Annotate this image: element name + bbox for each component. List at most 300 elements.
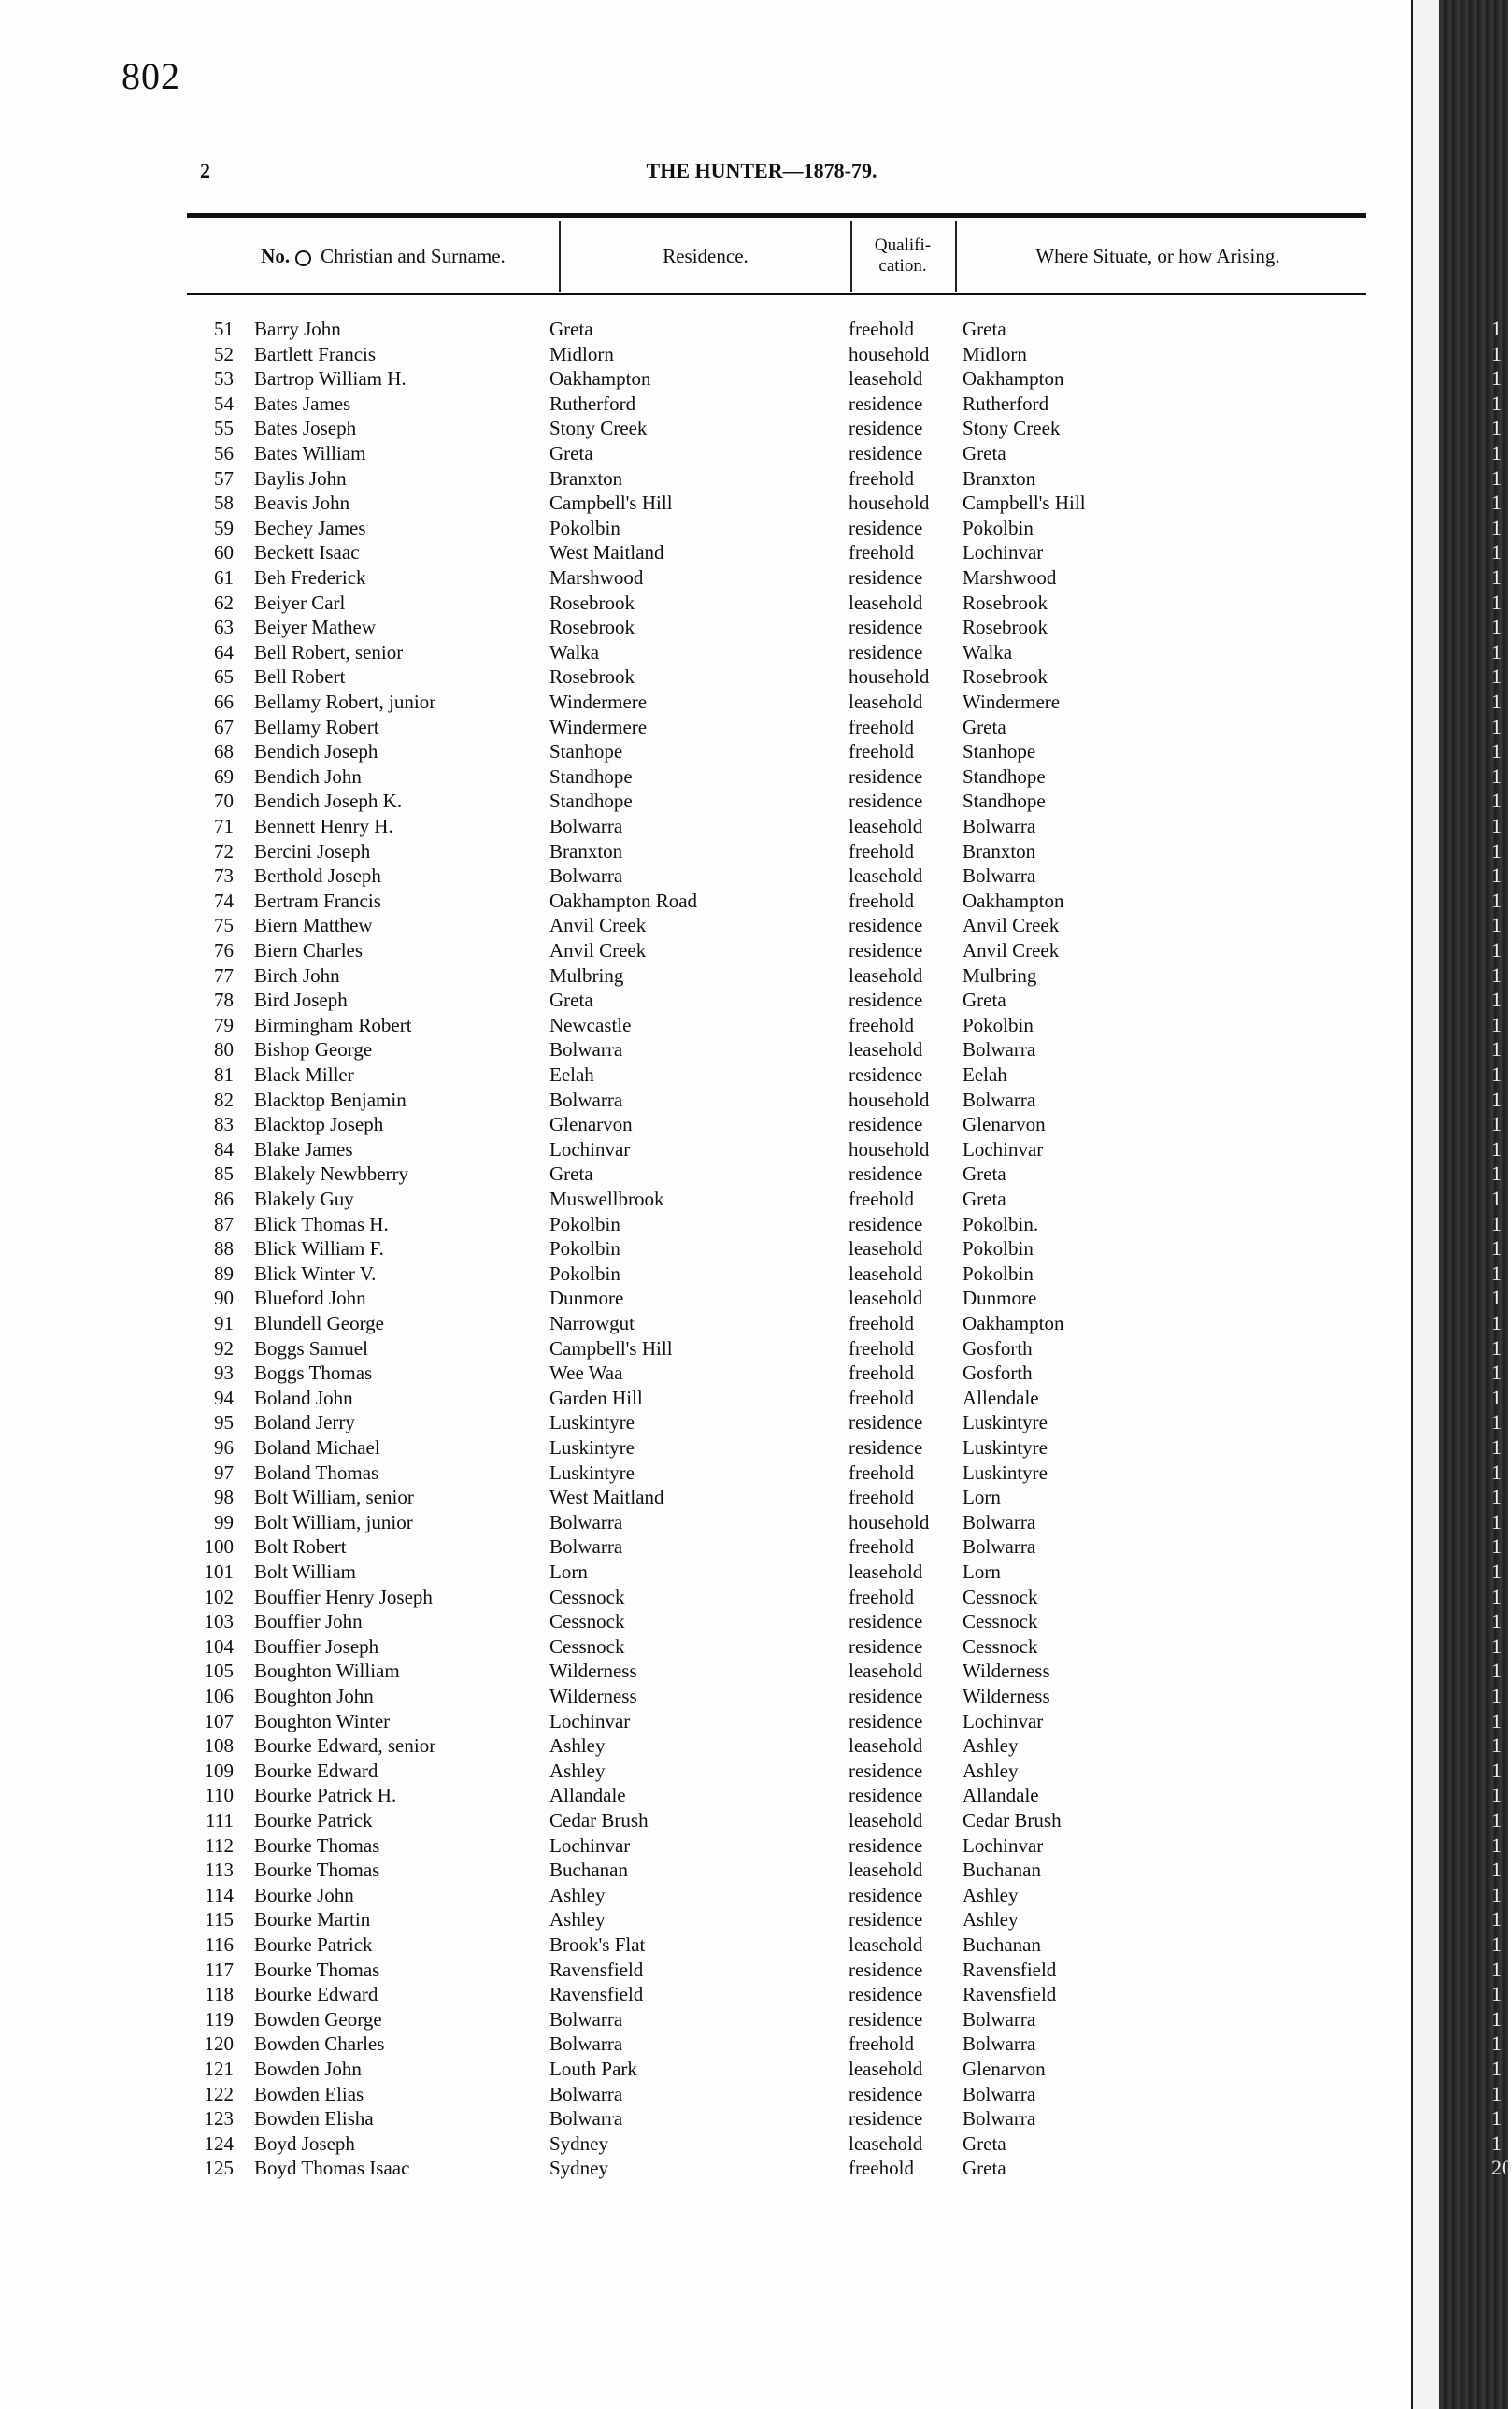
entry-name: Bowden Charles	[254, 2032, 385, 2056]
adjacent-page-digit: 1	[1491, 1211, 1502, 1235]
table-row	[0, 1461, 1402, 1485]
entry-qualification: residence	[849, 1958, 923, 1981]
table-row	[0, 1982, 1402, 2006]
entry-where-situate: Mulbring	[963, 963, 1037, 987]
adjacent-page-digit: 1	[1491, 690, 1502, 713]
entry-name: Baylis John	[254, 466, 347, 490]
header-rule-top	[187, 213, 1366, 218]
table-row	[0, 1858, 1402, 1882]
table-row	[0, 1212, 1402, 1236]
header-qualification	[852, 222, 953, 290]
header-residence: Residence.	[663, 245, 749, 267]
entry-where-situate: Buchanan	[963, 1933, 1041, 1956]
entry-where-situate: Marshwood	[963, 566, 1057, 589]
entry-number: 111	[206, 1809, 234, 1832]
entry-qualification: household	[849, 1510, 930, 1533]
entry-where-situate: Bolwarra	[963, 815, 1036, 837]
entry-residence: Windermere	[549, 691, 648, 713]
entry-number: 98	[214, 1486, 234, 1509]
entry-name: Beiyer Carl	[254, 591, 346, 614]
entry-residence: Lochinvar	[549, 1137, 631, 1161]
entry-qualification: leasehold	[849, 815, 923, 837]
entry-number: 65	[214, 665, 234, 689]
entry-where-situate: Branxton	[963, 839, 1036, 862]
entry-residence: Campbell's Hill	[549, 492, 673, 515]
entry-where-situate: Pokolbin	[963, 1237, 1034, 1261]
entry-residence: Rosebrook	[549, 616, 635, 639]
entry-qualification: freehold	[849, 2032, 914, 2056]
entry-where-situate: Ashley	[963, 1759, 1019, 1782]
entry-where-situate: Bolwarra	[963, 1038, 1036, 1062]
adjacent-page-digit: 1	[1491, 2106, 1502, 2131]
entry-name: Bouffier Henry Joseph	[254, 1585, 433, 1608]
table-row	[0, 913, 1402, 937]
entry-number: 101	[204, 1561, 234, 1583]
entry-qualification: residence	[849, 1759, 923, 1782]
entry-qualification: household	[849, 1137, 930, 1161]
entry-number: 70	[214, 790, 234, 813]
entry-number: 66	[214, 691, 234, 713]
entry-number: 109	[204, 1759, 234, 1782]
entry-name: Bolt Robert	[254, 1535, 347, 1559]
entry-number: 95	[214, 1411, 234, 1434]
entry-name: Bellamy Robert	[254, 715, 379, 738]
table-row	[0, 1485, 1402, 1509]
entry-number: 97	[214, 1461, 234, 1484]
entry-name: Blick Winter V.	[254, 1262, 377, 1285]
table-row	[0, 1510, 1402, 1534]
entry-qualification: residence	[849, 790, 923, 813]
entry-where-situate: Standhope	[963, 764, 1046, 788]
entry-where-situate: Dunmore	[963, 1287, 1037, 1310]
table-row	[0, 1311, 1402, 1335]
entry-number: 62	[214, 591, 234, 614]
header-qualification-text: Qualifi-cation.	[874, 235, 932, 276]
adjacent-page-digit: 1	[1491, 1012, 1502, 1036]
adjacent-page-digit: 1	[1491, 913, 1502, 937]
entry-name: Blakely Newbberry	[254, 1162, 409, 1186]
adjacent-page-digit: 1	[1491, 1286, 1502, 1310]
table-row	[0, 491, 1402, 515]
adjacent-page-digit: 1	[1491, 1584, 1502, 1608]
table-row	[0, 2106, 1402, 2131]
entry-where-situate: Oakhampton	[963, 367, 1064, 391]
entry-name: Boughton William	[254, 1660, 400, 1683]
table-row	[0, 540, 1402, 564]
entry-name: Barry John	[254, 318, 341, 340]
entry-number: 54	[214, 392, 234, 415]
entry-number: 56	[214, 442, 234, 464]
entry-name: Bechey James	[254, 516, 366, 539]
entry-residence: Greta	[549, 318, 593, 340]
entry-where-situate: Glenarvon	[963, 2058, 1046, 2080]
entry-name: Bourke John	[254, 1883, 354, 1906]
entry-residence: Bolwarra	[549, 1088, 623, 1111]
entry-qualification: residence	[849, 1610, 923, 1633]
entry-qualification: residence	[849, 989, 923, 1012]
entry-residence: Pokolbin	[549, 516, 620, 539]
entry-residence: Buchanan	[549, 1859, 628, 1882]
entry-number: 53	[214, 367, 234, 391]
entry-qualification: freehold	[849, 541, 914, 564]
table-row	[0, 516, 1402, 540]
entry-name: Bourke Martin	[254, 1908, 371, 1931]
entry-where-situate: Greta	[963, 1162, 1006, 1186]
entry-where-situate: Cessnock	[963, 1610, 1038, 1633]
entry-number: 71	[214, 815, 234, 837]
entry-name: Beh Frederick	[254, 566, 366, 589]
entry-where-situate: Lochinvar	[963, 1137, 1044, 1161]
table-row	[0, 1907, 1402, 1931]
entry-number: 83	[214, 1113, 234, 1136]
entry-residence: Bolwarra	[549, 2082, 623, 2105]
table-row	[0, 739, 1402, 763]
entry-where-situate: Allandale	[963, 1784, 1039, 1807]
entry-number: 115	[205, 1908, 234, 1931]
entry-qualification: leasehold	[849, 1660, 923, 1683]
entry-number: 59	[214, 516, 234, 539]
adjacent-page-digit: 1	[1491, 1684, 1502, 1707]
adjacent-page-digit: 1	[1491, 366, 1502, 391]
table-row	[0, 938, 1402, 962]
adjacent-page-digit: 1	[1491, 789, 1502, 813]
entry-name: Bouffier Joseph	[254, 1634, 379, 1658]
table-row	[0, 1386, 1402, 1410]
entry-name: Bourke Thomas	[254, 1958, 380, 1981]
entry-qualification: leasehold	[849, 2058, 923, 2080]
table-row	[0, 988, 1402, 1012]
table-row	[0, 1286, 1402, 1310]
adjacent-page-digit: 1	[1491, 1037, 1502, 1062]
entry-qualification: residence	[849, 939, 923, 962]
entry-qualification: residence	[849, 417, 923, 440]
adjacent-page-digit: 1	[1491, 416, 1502, 440]
entry-name: Boughton John	[254, 1685, 374, 1707]
entry-qualification: leasehold	[849, 691, 923, 713]
entry-qualification: residence	[849, 516, 923, 539]
entry-qualification: residence	[849, 1162, 923, 1186]
adjacent-page-digit: 1	[1491, 341, 1502, 365]
entry-number: 85	[214, 1162, 234, 1186]
entry-qualification: household	[849, 492, 930, 515]
table-row	[0, 1883, 1402, 1907]
header-no: No.	[261, 245, 291, 267]
entry-qualification: freehold	[849, 1361, 914, 1385]
entry-number: 102	[204, 1585, 234, 1608]
entry-residence: Stony Creek	[549, 417, 648, 440]
entry-name: Black Miller	[254, 1063, 354, 1086]
entry-where-situate: Anvil Creek	[963, 914, 1060, 937]
entry-where-situate: Greta	[963, 989, 1006, 1012]
entry-qualification: residence	[849, 1212, 923, 1235]
entry-residence: Rosebrook	[549, 591, 635, 614]
entry-name: Bennett Henry H.	[254, 815, 393, 837]
entry-number: 103	[204, 1610, 234, 1633]
entry-name: Birmingham Robert	[254, 1013, 412, 1036]
entry-residence: Anvil Creek	[549, 914, 647, 937]
entry-where-situate: Oakhampton	[963, 1312, 1064, 1334]
entry-qualification: freehold	[849, 740, 914, 763]
adjacent-page-digit: 1	[1491, 1832, 1502, 1857]
entry-qualification: freehold	[849, 1188, 914, 1210]
table-row	[0, 1137, 1402, 1162]
entry-qualification: residence	[849, 1063, 923, 1086]
entry-number: 110	[205, 1784, 234, 1807]
entry-qualification: freehold	[849, 1535, 914, 1559]
entry-name: Beiyer Mathew	[254, 616, 377, 639]
entry-where-situate: Buchanan	[963, 1859, 1041, 1882]
table-row	[0, 1410, 1402, 1434]
entry-where-situate: Eelah	[963, 1063, 1007, 1086]
entry-residence: Bolwarra	[549, 2007, 623, 2031]
adjacent-page-digit: 1	[1491, 1361, 1502, 1385]
entry-name: Bird Joseph	[254, 989, 348, 1012]
table-row	[0, 1958, 1402, 1982]
entry-number: 114	[205, 1883, 234, 1906]
entry-where-situate: Windermere	[963, 691, 1061, 713]
adjacent-page-digit: 1	[1491, 1932, 1502, 1956]
entry-number: 89	[214, 1262, 234, 1285]
entry-number: 77	[214, 963, 234, 987]
entry-where-situate: Rosebrook	[963, 665, 1048, 689]
entry-residence: Greta	[549, 1162, 593, 1186]
entry-where-situate: Ravensfield	[963, 1983, 1057, 2006]
entry-where-situate: Luskintyre	[963, 1461, 1048, 1484]
adjacent-page-digit: 1	[1491, 1460, 1502, 1484]
table-row	[0, 1659, 1402, 1683]
entry-number: 58	[214, 492, 234, 515]
entry-number: 92	[214, 1336, 234, 1360]
entry-name: Bendich Joseph	[254, 740, 378, 763]
table-row	[0, 2082, 1402, 2106]
entry-where-situate: Glenarvon	[963, 1113, 1046, 1136]
entry-where-situate: Bolwarra	[963, 2032, 1036, 2056]
entry-name: Blueford John	[254, 1287, 366, 1310]
table-row	[0, 1236, 1402, 1261]
entry-number: 81	[214, 1063, 234, 1086]
entry-number: 118	[205, 1983, 234, 2006]
entry-name: Bowden Elisha	[254, 2107, 374, 2131]
table-row	[0, 1783, 1402, 1807]
entry-residence: Glenarvon	[549, 1113, 633, 1136]
entry-name: Blick William F.	[254, 1237, 384, 1261]
table-row	[0, 863, 1402, 888]
adjacent-page-digit: 1	[1491, 1982, 1502, 2006]
adjacent-page-digit: 1	[1491, 1311, 1502, 1334]
entry-where-situate: Cedar Brush	[963, 1809, 1062, 1832]
entry-number: 99	[214, 1510, 234, 1533]
entry-residence: Sydney	[549, 2131, 608, 2155]
adjacent-page-digit: 1	[1491, 590, 1502, 614]
entry-residence: Midlorn	[549, 342, 614, 365]
folio-number: 802	[121, 55, 180, 97]
entry-number: 61	[214, 566, 234, 589]
entry-number: 68	[214, 740, 234, 763]
adjacent-page-digit: 1	[1491, 1385, 1502, 1409]
page-number: 2	[200, 159, 210, 182]
adjacent-page-digit: 1	[1491, 1335, 1502, 1360]
entry-number: 124	[204, 2131, 234, 2155]
entry-residence: Pokolbin	[549, 1237, 620, 1261]
entry-name: Blakely Guy	[254, 1188, 354, 1210]
adjacent-page-digit: 1	[1491, 1633, 1502, 1658]
entry-name: Beckett Isaac	[254, 541, 360, 564]
entry-where-situate: Bolwarra	[963, 2082, 1036, 2105]
entry-qualification: freehold	[849, 1013, 914, 1036]
entry-where-situate: Wilderness	[963, 1660, 1050, 1683]
entry-number: 52	[214, 342, 234, 365]
adjacent-page-digit: 1	[1491, 515, 1502, 539]
table-row	[0, 889, 1402, 913]
adjacent-page-digit: 1	[1491, 1783, 1502, 1807]
table-row	[0, 1560, 1402, 1584]
adjacent-page-digit: 1	[1491, 540, 1502, 564]
adjacent-page-digit: 1	[1491, 1435, 1502, 1459]
entry-qualification: freehold	[849, 1386, 914, 1409]
entry-where-situate: Campbell's Hill	[963, 492, 1086, 515]
entry-where-situate: Bolwarra	[963, 864, 1036, 888]
entry-qualification: residence	[849, 1709, 923, 1732]
entry-name: Biern Charles	[254, 939, 364, 962]
adjacent-page-digit: 1	[1491, 2031, 1502, 2056]
entry-number: 108	[204, 1734, 234, 1758]
adjacent-page-digit: 1	[1491, 1534, 1502, 1559]
adjacent-page-digit: 1	[1491, 1733, 1502, 1758]
entry-residence: Standhope	[549, 764, 633, 788]
adjacent-page-digit: 1	[1491, 465, 1502, 490]
adjacent-page-digit: 1	[1491, 1187, 1502, 1210]
entry-number: 117	[205, 1958, 234, 1981]
entry-residence: Bolwarra	[549, 2032, 623, 2056]
entry-residence: Ashley	[549, 1908, 606, 1931]
entry-qualification: household	[849, 342, 930, 365]
entry-residence: Garden Hill	[549, 1386, 643, 1409]
adjacent-page-digit: 1	[1491, 491, 1502, 515]
entry-number: 79	[214, 1013, 234, 1036]
entry-name: Bolt William	[254, 1561, 357, 1583]
entry-residence: Oakhampton	[549, 367, 651, 391]
table-row	[0, 1585, 1402, 1609]
entry-name: Boland Michael	[254, 1436, 380, 1459]
entry-qualification: residence	[849, 764, 923, 788]
entry-residence: Bolwarra	[549, 864, 623, 888]
entry-name: Bates William	[254, 442, 366, 464]
entry-qualification: leasehold	[849, 1237, 923, 1261]
entry-where-situate: Branxton	[963, 466, 1036, 490]
table-row	[0, 2156, 1402, 2180]
entry-where-situate: Walka	[963, 640, 1013, 663]
adjacent-page-digit: 1	[1491, 565, 1502, 589]
entry-residence: Marshwood	[549, 566, 644, 589]
entry-residence: Ravensfield	[549, 1958, 644, 1981]
entry-name: Boggs Thomas	[254, 1361, 373, 1385]
entry-qualification: residence	[849, 1436, 923, 1459]
entry-residence: Lorn	[549, 1561, 588, 1583]
adjacent-page-digit: 20	[1491, 2156, 1512, 2180]
adjacent-page-digit: 1	[1491, 1136, 1502, 1161]
entry-qualification: residence	[849, 2107, 923, 2131]
adjacent-page-digit: 1	[1491, 1410, 1502, 1434]
table-row	[0, 317, 1402, 341]
table-row	[0, 1088, 1402, 1112]
table-row	[0, 963, 1402, 988]
entry-residence: Cessnock	[549, 1610, 625, 1633]
entry-qualification: leasehold	[849, 1038, 923, 1062]
entry-residence: Cessnock	[549, 1585, 625, 1608]
entry-qualification: freehold	[849, 2157, 914, 2180]
running-head: THE HUNTER—1878-79.	[646, 159, 877, 182]
entry-name: Bourke Edward, senior	[254, 1734, 436, 1758]
entry-where-situate: Luskintyre	[963, 1411, 1048, 1434]
entry-qualification: leasehold	[849, 1262, 923, 1285]
entry-name: Bouffier John	[254, 1610, 363, 1633]
entry-qualification: residence	[849, 1411, 923, 1434]
entry-number: 73	[214, 864, 234, 888]
entry-name: Boggs Samuel	[254, 1336, 368, 1360]
table-row	[0, 1534, 1402, 1559]
table-row	[0, 565, 1402, 590]
entry-residence: Lochinvar	[549, 1833, 631, 1857]
entry-where-situate: Bolwarra	[963, 1535, 1036, 1559]
entry-number: 91	[214, 1312, 234, 1334]
adjacent-page-digit: 1	[1491, 888, 1502, 912]
table-row	[0, 1759, 1402, 1783]
entry-where-situate: Lochinvar	[963, 1833, 1044, 1857]
entry-where-situate: Greta	[963, 2157, 1006, 2180]
table-row	[0, 764, 1402, 789]
entry-residence: Branxton	[549, 466, 623, 490]
entry-residence: Pokolbin	[549, 1212, 620, 1235]
page-gutter	[1411, 0, 1441, 2409]
table-row	[0, 1037, 1402, 1062]
adjacent-page-digit: 1	[1491, 1808, 1502, 1832]
entry-where-situate: Luskintyre	[963, 1436, 1048, 1459]
adjacent-page-digit: 1	[1491, 1162, 1502, 1186]
entry-name: Bourke Patrick H.	[254, 1784, 397, 1807]
table-row	[0, 1684, 1402, 1708]
table-row	[0, 342, 1402, 366]
entry-where-situate: Gosforth	[963, 1336, 1033, 1360]
adjacent-page-digit: 1	[1491, 763, 1502, 788]
entry-residence: Eelah	[549, 1063, 594, 1086]
entry-residence: Bolwarra	[549, 1038, 623, 1062]
table-row	[0, 2131, 1402, 2156]
entry-number: 84	[214, 1137, 234, 1161]
entry-number: 75	[214, 914, 234, 937]
adjacent-page-digit: 1	[1491, 1087, 1502, 1111]
entry-name: Bartrop William H.	[254, 367, 407, 391]
adjacent-page-digit: 1	[1491, 739, 1502, 763]
entry-qualification: leasehold	[849, 1933, 923, 1956]
adjacent-page-digit: 1	[1491, 1560, 1502, 1583]
entry-name: Blick Thomas H.	[254, 1212, 389, 1235]
table-row	[0, 1435, 1402, 1460]
entry-where-situate: Greta	[963, 715, 1006, 738]
entry-where-situate: Allendale	[963, 1386, 1039, 1409]
entry-residence: Greta	[549, 989, 593, 1012]
entry-qualification: leasehold	[849, 591, 923, 614]
entry-where-situate: Greta	[963, 2131, 1006, 2155]
entry-number: 105	[204, 1660, 234, 1683]
entry-residence: Rosebrook	[549, 665, 635, 689]
entry-where-situate: Oakhampton	[963, 889, 1064, 912]
entry-residence: Allandale	[549, 1784, 626, 1807]
entry-where-situate: Rosebrook	[963, 591, 1048, 614]
header-bullet-icon	[295, 250, 311, 266]
entry-number: 107	[204, 1709, 234, 1732]
entry-name: Bartlett Francis	[254, 342, 377, 365]
entry-residence: Branxton	[549, 839, 623, 862]
